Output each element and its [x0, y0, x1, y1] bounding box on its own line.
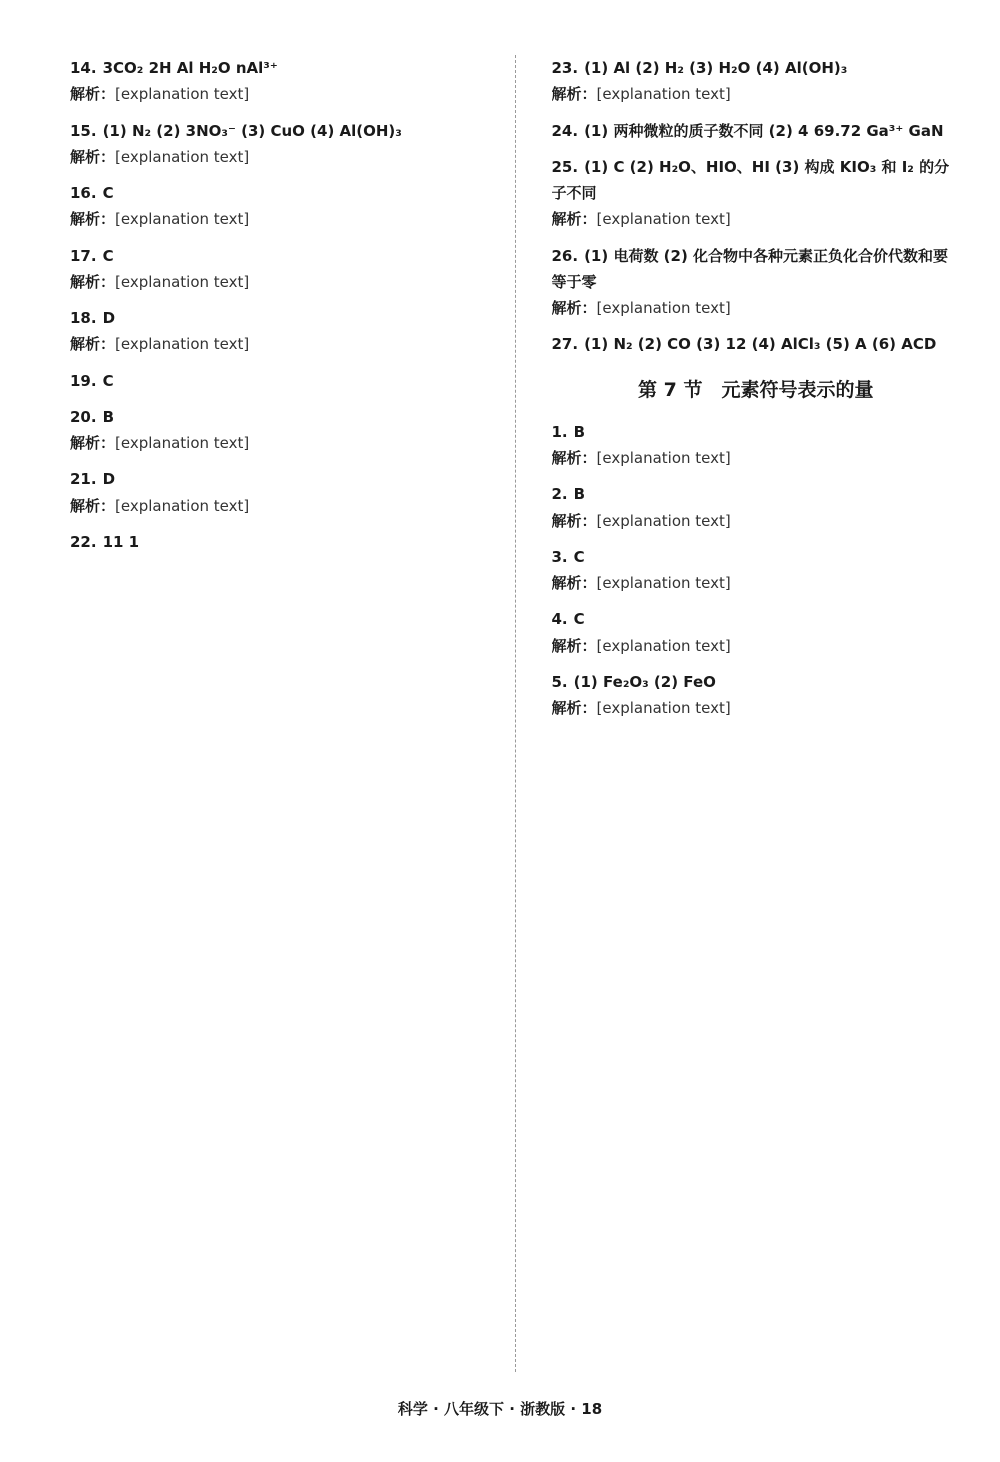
section-title: 第 7 节 元素符号表示的量 — [638, 378, 874, 401]
explanation-text: [explanation text] — [596, 636, 731, 655]
item-number: 14. — [70, 59, 97, 77]
item-number: 17. — [70, 246, 97, 265]
item-number: 15. — [70, 121, 97, 140]
explanation-text: [explanation text] — [115, 85, 250, 104]
item-answer: C — [573, 547, 585, 566]
item-answer: (1) N₂ (2) 3NO₃⁻ (3) CuO (4) Al(OH)₃ — [102, 121, 402, 140]
left-column — [70, 55, 479, 1372]
answer-item — [552, 118, 961, 144]
item-answer: 3CO₂ 2H Al H₂O nAl³⁺ — [102, 59, 278, 77]
item-number: 20. — [70, 407, 97, 426]
explanation-text: [explanation text] — [596, 299, 731, 317]
explanation-label: 解析： — [551, 210, 597, 229]
item-answer: 11 1 — [102, 532, 140, 551]
item-number: 21. — [70, 470, 97, 489]
explanation-label: 解析： — [551, 699, 597, 717]
answer-item — [552, 606, 961, 659]
item-number: 16. — [70, 184, 97, 202]
explanation-text: [explanation text] — [115, 434, 250, 452]
answer-item — [70, 118, 479, 171]
explanation-label: 解析： — [70, 210, 116, 229]
item-number: 22. — [70, 532, 97, 551]
item-number: 2. — [551, 485, 568, 504]
item-answer: C — [102, 246, 114, 265]
explanation-text: [explanation text] — [115, 210, 250, 229]
item-answer: C — [102, 184, 114, 202]
explanation-text: [explanation text] — [596, 574, 731, 592]
explanation-text: [explanation text] — [115, 272, 250, 291]
explanation-label: 解析： — [70, 496, 116, 515]
explanation-label: 解析： — [551, 511, 597, 530]
item-number: 18. — [70, 309, 97, 327]
item-number: 23. — [551, 59, 579, 77]
answer-item — [70, 466, 479, 519]
item-number: 3. — [551, 547, 568, 566]
answer-item — [552, 55, 961, 108]
answer-item — [70, 368, 479, 394]
answer-item — [70, 529, 479, 555]
page-footer: 科学 · 八年级下 · 浙教版 · 18 — [397, 1399, 603, 1418]
answer-item — [552, 544, 961, 597]
item-answer: B — [102, 407, 115, 426]
explanation-text: [explanation text] — [115, 335, 250, 354]
item-answer: (1) 两种微粒的质子数不同 (2) 4 69.72 Ga³⁺ GaN — [584, 121, 944, 140]
item-number: 26. — [551, 246, 579, 265]
item-answer: C — [573, 610, 585, 629]
answer-item — [552, 154, 961, 233]
section-items — [552, 419, 961, 722]
explanation-text: [explanation text] — [115, 496, 250, 515]
item-answer: (1) Al (2) H₂ (3) H₂O (4) Al(OH)₃ — [584, 59, 848, 77]
explanation-text: [explanation text] — [596, 210, 731, 229]
answer-item — [552, 481, 961, 534]
explanation-label: 解析： — [70, 434, 116, 452]
item-number: 24. — [551, 121, 579, 140]
explanation-label: 解析： — [551, 574, 597, 592]
explanation-label: 解析： — [551, 299, 597, 317]
item-answer: C — [102, 371, 114, 390]
right-items — [552, 55, 961, 358]
explanation-text: [explanation text] — [596, 699, 731, 717]
right-column — [552, 55, 961, 1372]
answer-item — [552, 419, 961, 472]
item-answer: (1) 电荷数 (2) 化合物中各种元素正负化合价代数和要等于零 — [551, 246, 949, 291]
item-answer: (1) Fe₂O₃ (2) FeO — [573, 672, 716, 691]
explanation-label: 解析： — [70, 85, 116, 104]
answer-item — [552, 243, 961, 322]
answer-item — [552, 669, 961, 722]
answer-item — [70, 180, 479, 233]
item-number: 5. — [551, 672, 568, 691]
explanation-text: [explanation text] — [596, 511, 731, 530]
item-answer: (1) N₂ (2) CO (3) 12 (4) AlCl₃ (5) A (6) ACD — [584, 335, 937, 354]
item-number: 25. — [551, 157, 579, 176]
explanation-label: 解析： — [551, 85, 597, 104]
item-answer: B — [573, 485, 586, 504]
explanation-label: 解析： — [70, 335, 116, 354]
answer-item — [70, 404, 479, 457]
item-number: 1. — [551, 422, 568, 441]
answer-item — [552, 331, 961, 357]
item-answer: D — [102, 470, 116, 489]
explanation-text: [explanation text] — [596, 85, 731, 104]
answer-item — [70, 243, 479, 296]
explanation-label: 解析： — [70, 147, 116, 166]
item-answer: D — [102, 309, 116, 327]
column-divider — [515, 55, 516, 1372]
explanation-label: 解析： — [551, 449, 597, 467]
item-number: 4. — [551, 610, 568, 629]
item-answer: B — [573, 422, 586, 441]
answer-item — [70, 305, 479, 358]
answer-item — [70, 55, 479, 108]
explanation-label: 解析： — [551, 636, 597, 655]
item-number: 27. — [551, 335, 579, 354]
explanation-text: [explanation text] — [115, 147, 250, 166]
item-number: 19. — [70, 371, 97, 390]
answer-page — [70, 55, 960, 1372]
item-answer: (1) C (2) H₂O、HIO、HI (3) 构成 KIO₃ 和 I₂ 的分子不同 — [551, 157, 950, 202]
explanation-label: 解析： — [70, 272, 116, 291]
explanation-text: [explanation text] — [596, 449, 731, 467]
